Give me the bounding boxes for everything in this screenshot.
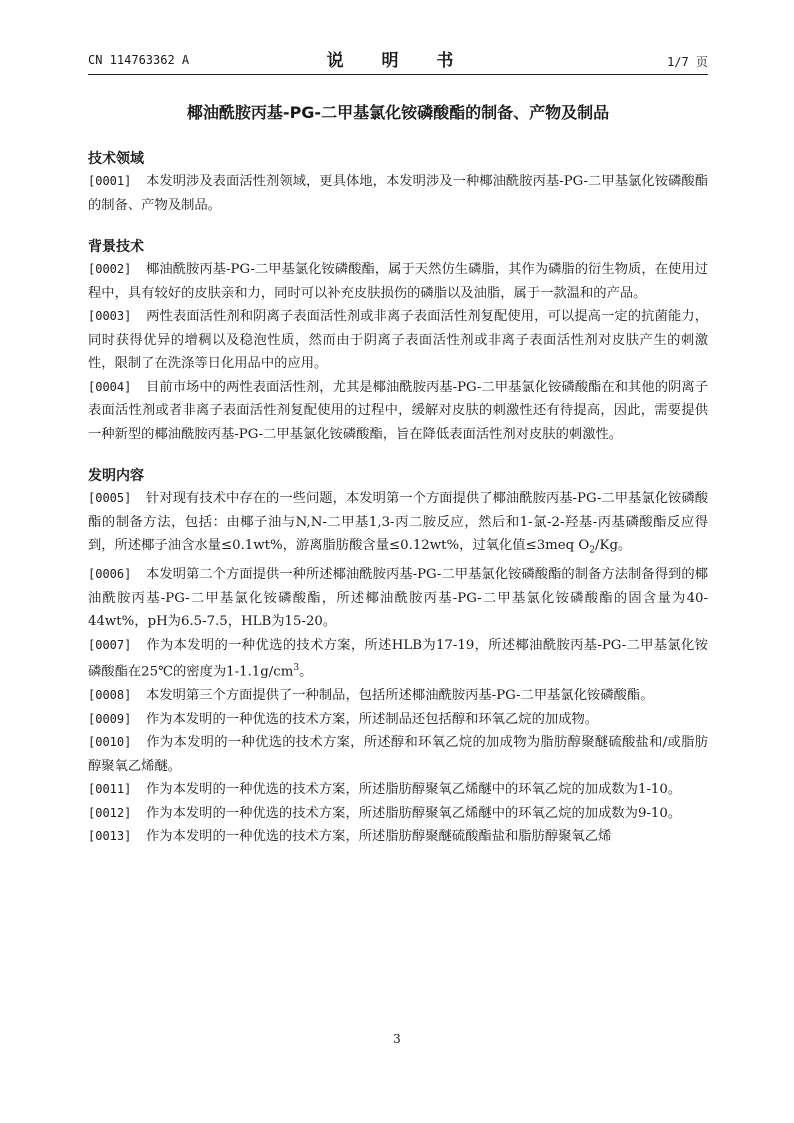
paragraph-text: 本发明第二个方面提供一种所述椰油酰胺丙基-PG-二甲基氯化铵磷酸酯的制备方法制备得到的椰油酰胺丙基-PG-二甲基氯化铵磷酸酯，所述椰油酰胺丙基-PG-二甲基氯化铵磷酸酯的固含量为40-44wt%，pH为6.5-7.5，HLB为15-20。 xyxy=(88,567,708,630)
paragraph-text-end: /Kg。 xyxy=(595,538,632,553)
paragraph xyxy=(88,376,708,447)
paragraph xyxy=(88,487,708,563)
paragraph-number: [0008] xyxy=(88,688,132,703)
paragraph-text: 针对现有技术中存在的一些问题，本发明第一个方面提供了椰油酰胺丙基-PG-二甲基氯化铵磷酸酯的制备方法，包括：由椰子油与N,N-二甲基1,3-丙二胺反应，然后和1-氯-2-羟基-丙基磷酸酯反应得到，所述椰子油含水量≤0.1wt%，游离脂肪酸含量≤0.12wt%，过氧化值≤3meq O xyxy=(88,491,708,553)
paragraph-text: 作为本发明的一种优选的技术方案，所述HLB为17-19，所述椰油酰胺丙基-PG-二甲基氯化铵磷酸酯在25℃的密度为1-1.1g/cm xyxy=(88,637,708,680)
paragraph xyxy=(88,708,708,732)
paragraph xyxy=(88,170,708,217)
paragraph-number: [0003] xyxy=(88,309,132,323)
paragraph-number: [0004] xyxy=(88,379,132,394)
page-number: 3 xyxy=(393,1032,401,1046)
subscript: 2 xyxy=(589,545,596,556)
paragraph-number: [0006] xyxy=(88,567,132,582)
paragraph-number: [0012] xyxy=(88,805,132,820)
paragraph xyxy=(88,634,708,684)
paragraph-number: [0013] xyxy=(88,829,132,844)
paragraph-number: [0001] xyxy=(88,174,132,188)
paragraph-text: 作为本发明的一种优选的技术方案，所述醇和环氧乙烷的加成物为脂肪醇聚醚硫酸盐和/或脂肪醇聚氧乙烯醚。 xyxy=(88,735,708,774)
paragraph-text: 本发明第三个方面提供了一种制品，包括所述椰油酰胺丙基-PG-二甲基氯化铵磷酸酯。 xyxy=(146,688,654,704)
paragraph xyxy=(88,258,708,305)
paragraph-number: [0007] xyxy=(88,637,132,652)
paragraph-text: 两性表面活性剂和阴离子表面活性剂或非离子表面活性剂复配使用，可以提高一定的抗菌能力，同时获得优异的增稠以及稳泡性质，然而由于阴离子表面活性剂或非离子表面活性剂对皮肤产生的刺激性，限制了在洗涤等日化用品中的应用。 xyxy=(88,309,708,371)
section-heading-invention-content: 发明内容 xyxy=(88,468,144,484)
paragraph-number: [0002] xyxy=(88,262,132,276)
document-body xyxy=(88,148,708,849)
paragraph xyxy=(88,778,708,802)
paragraph xyxy=(88,825,708,849)
section-heading-background: 背景技术 xyxy=(88,239,144,255)
page-header xyxy=(88,44,708,75)
paragraph-text: 本发明涉及表面活性剂领域，更具体地，本发明涉及一种椰油酰胺丙基-PG-二甲基氯化铵磷酸酯的制备、产物及制品。 xyxy=(88,174,708,213)
paragraph-text: 目前市场中的两性表面活性剂，尤其是椰油酰胺丙基-PG-二甲基氯化铵磷酸酯在和其他的阴离子表面活性剂或者非离子表面活性剂复配使用的过程中，缓解对皮肤的刺激性还有待提高，因此，需要提供一种新型的椰油酰胺丙基-PG-二甲基氯化铵磷酸酯，旨在降低表面活性剂对皮肤的刺激性。 xyxy=(88,379,708,442)
paragraph-number: [0009] xyxy=(88,711,132,726)
section-heading-technical-field: 技术领域 xyxy=(88,151,144,167)
paragraph xyxy=(88,731,708,778)
paragraph-text: 作为本发明的一种优选的技术方案，所述脂肪醇聚氧乙烯醚中的环氧乙烷的加成数为1-10。 xyxy=(146,782,682,798)
paragraph xyxy=(88,802,708,826)
paragraph xyxy=(88,305,708,376)
paragraph-text-end: 。 xyxy=(299,664,313,680)
superscript: 3 xyxy=(293,663,300,674)
paragraph-text: 椰油酰胺丙基-PG-二甲基氯化铵磷酸酯，属于天然仿生磷脂，其作为磷脂的衍生物质，在使用过程中，具有较好的皮肤亲和力，同时可以补充皮肤损伤的磷脂以及油脂，属于一款温和的产品。 xyxy=(88,262,708,301)
paragraph xyxy=(88,684,708,708)
doc-type-title: 说 明 书 xyxy=(326,51,470,71)
paragraph-number: [0011] xyxy=(88,782,132,797)
paragraph xyxy=(88,563,708,634)
paragraph-text: 作为本发明的一种优选的技术方案，所述脂肪醇聚醚硫酸酯盐和脂肪醇聚氧乙烯 xyxy=(146,829,612,845)
paragraph-text: 作为本发明的一种优选的技术方案，所述脂肪醇聚氧乙烯醚中的环氧乙烷的加成数为9-10。 xyxy=(146,805,682,821)
page-indicator: 1/7 页 xyxy=(667,55,708,69)
paragraph-text: 作为本发明的一种优选的技术方案，所述制品还包括醇和环氧乙烷的加成物。 xyxy=(146,711,599,727)
paragraph-number: [0005] xyxy=(88,491,132,505)
patent-number: CN 114763362 A xyxy=(88,53,190,67)
paragraph-number: [0010] xyxy=(88,735,132,750)
document-title: 椰油酰胺丙基-PG-二甲基氯化铵磷酸酯的制备、产物及制品 xyxy=(186,103,610,122)
